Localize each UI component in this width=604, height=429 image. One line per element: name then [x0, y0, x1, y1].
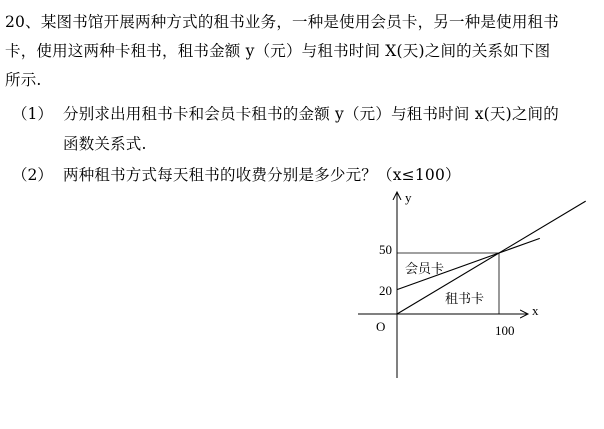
- x-tick-label-100: 100: [495, 323, 515, 338]
- origin-label: O: [376, 319, 386, 334]
- y-axis-label: y: [405, 190, 412, 205]
- question-1-line-1: 分别求出用租书卡和会员卡租书的金额 y（元）与租书时间 x(天)之间的: [63, 105, 559, 123]
- rental-card-label: 租书卡: [445, 292, 485, 307]
- question-1-line-2: 函数关系式.: [63, 135, 147, 153]
- question-2-line-1: 两种租书方式每天租书的收费分别是多少元？（x≤100）: [63, 166, 461, 184]
- problem-line-3: 所示.: [5, 71, 42, 89]
- y-tick-label-50: 50: [379, 242, 392, 257]
- x-axis-label: x: [532, 303, 539, 318]
- problem-line-1: 20、某图书馆开展两种方式的租书业务，一种是使用会员卡，另一种是使用租书: [5, 13, 559, 31]
- problem-line-2: 卡，使用这两种卡租书，租书金额 y（元）与租书时间 X(天)之间的关系如下图: [5, 42, 551, 60]
- y-tick-label-20: 20: [379, 283, 392, 298]
- membership-card-label: 会员卡: [405, 262, 445, 277]
- question-2-number: （2）: [12, 166, 53, 184]
- rental-card-line: [397, 201, 586, 314]
- question-1-number: （1）: [12, 105, 53, 123]
